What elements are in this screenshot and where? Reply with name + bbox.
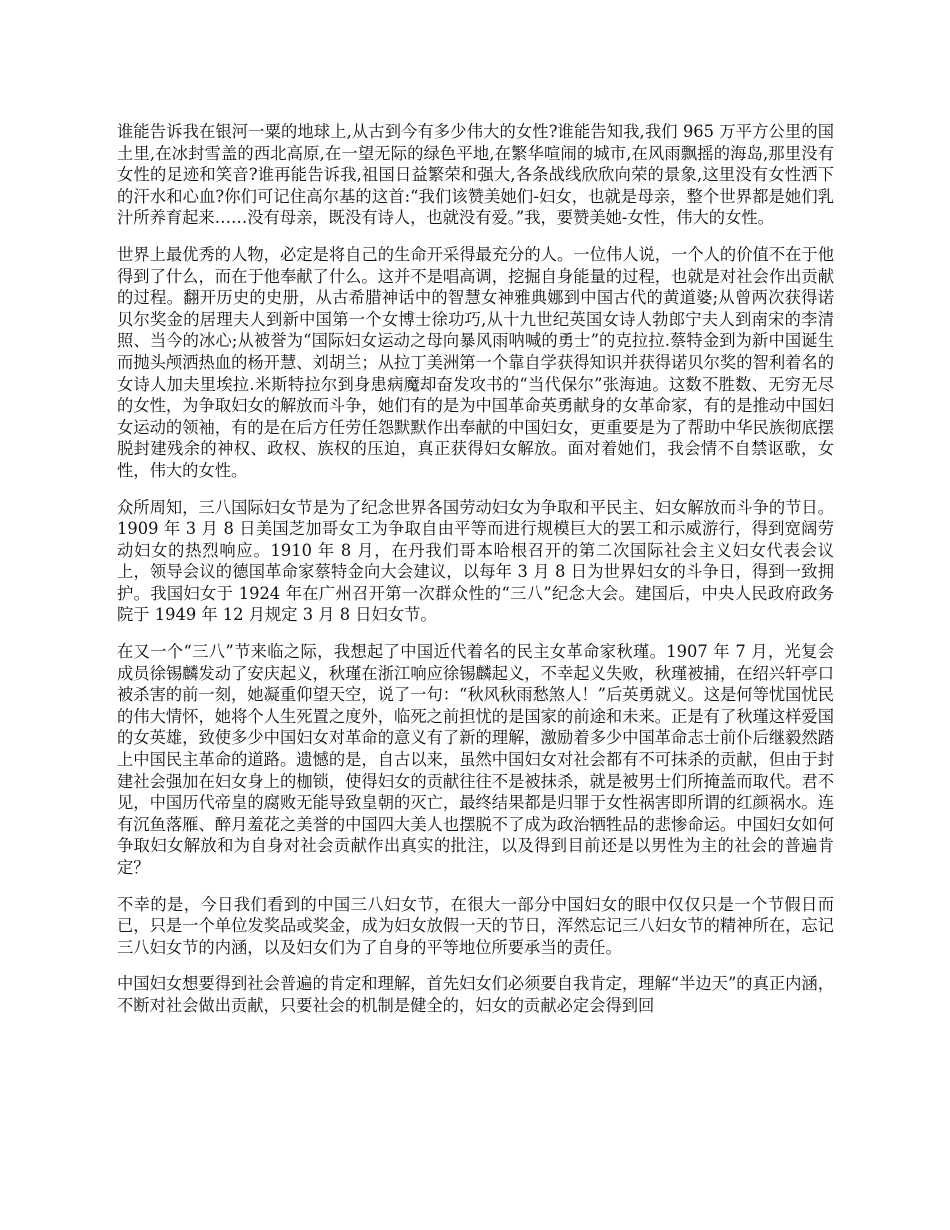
paragraph-2: 世界上最优秀的人物，必定是将自己的生命开采得最充分的人。一位伟人说，一个人的价值不在于他得到了什么，而在于他奉献了什么。这并不是唱高调，挖掘自身能量的过程，也就是对社会作出贡献的过程。翻开历史的史册，从古希腊神话中的智慧女神雅典娜到中国古代的黄道婆;从曾两次获得诺贝尔奖金的居理夫人到新中国第一个女博士徐功巧,从十九世纪英国女诗人勃郎宁夫人到南宋的李清照、当今的冰心;从被誉为“国际妇女运动之母向暴风雨呐喊的勇士”的克拉拉.蔡特金到为新中国诞生而抛头颅洒热血的杨开慧、刘胡兰；从拉丁美洲第一个靠自学获得知识并获得诺贝尔奖的智利着名的女诗人加夫里埃拉.米斯特拉尔到身患病魔却奋发攻书的“当代保尔”张海迪。这数不胜数、无穷无尽的女性，为争取妇女的解放而斗争，她们有的是为中国革命英勇献身的女革命家，有的是推动中国妇女运动的领袖，有的是在后方任劳任怨默默作出奉献的中国妇女，更重要是为了帮助中华民族彻底摆脱封建残余的神权、政权、族权的压迫，真正获得妇女解放。面对着她们，我会情不自禁讴歌，女性，伟大的女性。 <box>117 244 834 480</box>
paragraph-6: 中国妇女想要得到社会普遍的肯定和理解，首先妇女们必须要自我肯定，理解“半边天”的真正内涵，不断对社会做出贡献，只要社会的机制是健全的，妇女的贡献必定会得到回 <box>117 974 834 1015</box>
paragraph-3: 众所周知，三八国际妇女节是为了纪念世界各国劳动妇女为争取和平民主、妇女解放而斗争的节日。1909 年 3 月 8 日美国芝加哥女工为争取自由平等而进行规模巨大的罢工和示威游行，得到宽阔劳动妇女的热烈响应。1910 年 8 月，在丹我们哥本哈根召开的第二次国际社会主义妇女代表会议上，领导会议的德国革命家蔡特金向大会建议，以每年 3 月 8 日为世界妇女的斗争日，得到一致拥护。我国妇女于 1924 年在广州召开第一次群众性的“三八”纪念大会。建国后，中央人民政府政务院于 1949 年 12 月规定 3 月 8 日妇女节。 <box>117 497 834 625</box>
paragraph-5: 不幸的是，今日我们看到的中国三八妇女节，在很大一部分中国妇女的眼中仅仅只是一个节假日而已，只是一个单位发奖品或奖金，成为妇女放假一天的节日，浑然忘记三八妇女节的精神所在，忘记三八妇女节的内涵，以及妇女们为了自身的平等地位所要承当的责任。 <box>117 894 834 957</box>
paragraph-1: 谁能告诉我在银河一粟的地球上,从古到今有多少伟大的女性?谁能告知我,我们 965 万平方公里的国土里,在冰封雪盖的西北高原,在一望无际的绿色平地,在繁华喧闹的城市,在风雨飘摇的海岛,那里没有女性的足迹和笑音?谁再能告诉我,祖国日益繁荣和强大,各条战线欣欣向荣的景象,这里没有女性洒下的汗水和心血?你们可记住高尔基的这首:“我们该赞美她们-妇女，也就是母亲，整个世界都是她们乳汁所养育起来……没有母亲，既没有诗人，也就没有爱。”我，要赞美她-女性，伟大的女性。 <box>117 122 834 228</box>
document-body <box>117 121 834 1032</box>
paragraph-4: 在又一个“三八”节来临之际，我想起了中国近代着名的民主女革命家秋瑾。1907 年 7 月，光复会成员徐锡麟发动了安庆起义，秋瑾在浙江响应徐锡麟起义，不幸起义失败，秋瑾被捕，在绍兴轩亭口被杀害的前一刻，她凝重仰望天空，说了一句：“秋风秋雨愁煞人！”后英勇就义。这是何等忧国忧民的伟大情怀，她将个人生死置之度外，临死之前担忧的是国家的前途和未来。正是有了秋瑾这样爱国的女英雄，致使多少中国妇女对革命的意义有了新的理解，激励着多少中国革命志士前仆后继毅然踏上中国民主革命的道路。遗憾的是，自古以来，虽然中国妇女对社会都有不可抹杀的贡献，但由于封建社会强加在妇女身上的枷锁，使得妇女的贡献往往不是被抹杀，就是被男士们所掩盖而取代。君不见，中国历代帝皇的腐败无能导致皇朝的灭亡，最终结果都是归罪于女性祸害即所谓的红颜祸水。连有沉鱼落雁、醉月羞花之美誉的中国四大美人也摆脱不了成为政治牺牲品的悲惨命运。中国妇女如何争取妇女解放和为自身对社会贡献作出真实的批注，以及得到目前还是以男性为主的社会的普遍肯定？ <box>117 642 834 877</box>
